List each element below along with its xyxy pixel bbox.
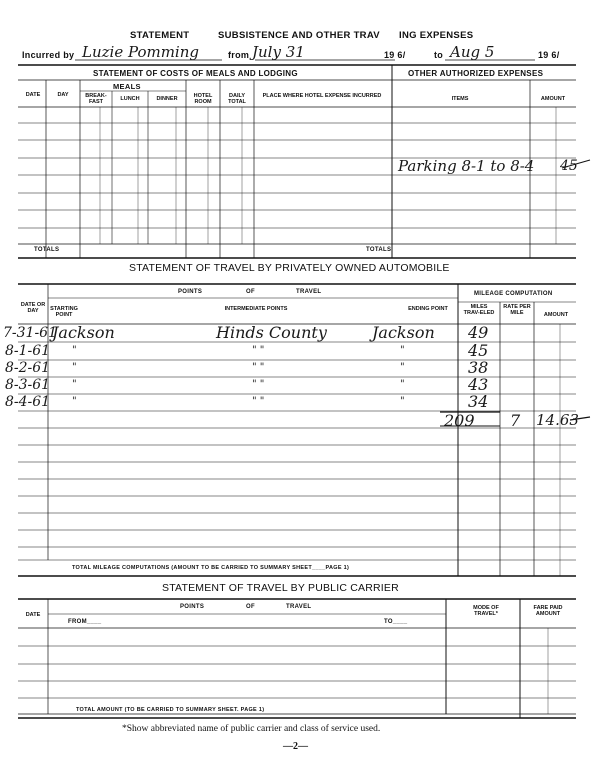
pc-from-label: FROM____ xyxy=(68,619,102,625)
trip-row-1-mid[interactable]: Hinds County xyxy=(216,323,327,342)
to-date-value[interactable]: Aug 5 xyxy=(450,43,495,61)
col-day: DAY xyxy=(57,92,69,98)
trip-row-3-date[interactable]: 8-2-61 xyxy=(5,360,51,376)
trip-row-3-miles[interactable]: 38 xyxy=(468,358,489,377)
trip-row-1-start[interactable]: Jackson xyxy=(52,323,115,342)
incurred-by-value[interactable]: Luzie Pomming xyxy=(82,43,199,61)
trip-row-5-date[interactable]: 8-4-61 xyxy=(5,394,51,410)
col-mode-of-travel: MODE OF TRAVEL* xyxy=(473,605,499,617)
year-to: 19 6/ xyxy=(538,50,560,60)
year-from: 19 6/ xyxy=(384,50,406,60)
form-title-end: ING EXPENSES xyxy=(399,30,474,41)
points-label: POINTS xyxy=(178,289,203,295)
travel-label: TRAVEL xyxy=(296,289,322,295)
mileage-total-amount[interactable]: 14.63 xyxy=(536,411,579,429)
from-label: from xyxy=(228,50,250,60)
col-fare-paid: FARE PAID AMOUNT xyxy=(533,605,563,617)
col-mileage-amount: AMOUNT xyxy=(543,312,569,318)
trip-row-4-mid[interactable]: " " xyxy=(252,379,265,390)
trip-row-3-end[interactable]: " xyxy=(400,362,405,373)
pc-of-label: OF xyxy=(246,604,255,610)
meals-label: MEALS xyxy=(113,82,141,91)
other-item-entry[interactable]: Parking 8-1 to 8-4 xyxy=(398,157,535,175)
totals-left: TOTALS xyxy=(34,247,60,253)
trip-row-2-mid[interactable]: " " xyxy=(252,345,265,356)
trip-row-1-miles[interactable]: 49 xyxy=(468,323,489,342)
trip-row-5-end[interactable]: " xyxy=(400,396,405,407)
form-title-left: STATEMENT xyxy=(130,30,190,41)
col-place: PLACE WHERE HOTEL EXPENSE INCURRED xyxy=(262,93,382,99)
trip-row-1-date[interactable]: 7-31-61 xyxy=(3,325,57,341)
col-date: DATE xyxy=(25,92,41,98)
incurred-by-label: Incurred by xyxy=(22,50,75,60)
other-item-amount[interactable]: 45 xyxy=(560,158,578,174)
to-label: to xyxy=(434,50,444,60)
col-hotel-room: HOTEL ROOM xyxy=(193,93,213,105)
private-auto-title: STATEMENT OF TRAVEL BY PRIVATELY OWNED AUTOMOBILE xyxy=(129,262,450,274)
page-number: —2— xyxy=(283,741,308,752)
trip-row-4-date[interactable]: 8-3-61 xyxy=(5,377,51,393)
other-expenses-title: OTHER AUTHORIZED EXPENSES xyxy=(408,69,544,78)
col-starting-point: STARTING POINT xyxy=(50,306,78,318)
footnote: *Show abbreviated name of public carrier and class of service used. xyxy=(122,724,381,734)
col-pc-date: DATE xyxy=(25,612,41,618)
pc-points-label: POINTS xyxy=(180,604,205,610)
trip-row-5-mid[interactable]: " " xyxy=(252,396,265,407)
col-intermediate-points: INTERMEDIATE POINTS xyxy=(224,306,288,312)
trip-row-1-end[interactable]: Jackson xyxy=(372,323,435,342)
total-miles[interactable]: 209 xyxy=(444,411,475,430)
col-rate-per-mile: RATE PER MILE xyxy=(503,304,531,316)
public-carrier-footer: TOTAL AMOUNT (TO BE CARRIED TO SUMMARY SHEET. PAGE 1) xyxy=(76,707,265,713)
col-breakfast: BREAK-FAST xyxy=(85,93,107,105)
trip-row-2-end[interactable]: " xyxy=(400,345,405,356)
pc-to-label: TO____ xyxy=(384,619,408,625)
col-date-or-day: DATE OR DAY xyxy=(20,302,46,314)
trip-row-5-miles[interactable]: 34 xyxy=(468,392,489,411)
trip-row-5-start[interactable]: " xyxy=(72,396,77,407)
trip-row-2-date[interactable]: 8-1-61 xyxy=(5,343,51,359)
col-miles-traveled: MILES TRAV-ELED xyxy=(463,304,495,316)
trip-row-3-start[interactable]: " xyxy=(72,362,77,373)
col-items: ITEMS xyxy=(451,96,469,102)
form-title-right: SUBSISTENCE AND OTHER TRAV xyxy=(218,30,380,41)
public-carrier-title: STATEMENT OF TRAVEL BY PUBLIC CARRIER xyxy=(162,582,399,594)
trip-row-4-start[interactable]: " xyxy=(72,379,77,390)
trip-row-2-miles[interactable]: 45 xyxy=(468,341,489,360)
rate-per-mile[interactable]: 7 xyxy=(510,411,521,430)
col-dinner: DINNER xyxy=(156,96,178,102)
mileage-computation-title: MILEAGE COMPUTATION xyxy=(474,291,553,297)
col-ending-point: ENDING POINT xyxy=(408,306,448,312)
pc-travel-label: TRAVEL xyxy=(286,604,312,610)
from-date-value[interactable]: July 31 xyxy=(252,43,305,61)
mileage-footer-note: TOTAL MILEAGE COMPUTATIONS (AMOUNT TO BE CARRIED TO SUMMARY SHEET____PAGE 1) xyxy=(72,565,350,571)
trip-row-3-mid[interactable]: " " xyxy=(252,362,265,373)
trip-row-4-miles[interactable]: 43 xyxy=(468,375,489,394)
trip-row-4-end[interactable]: " xyxy=(400,379,405,390)
col-lunch: LUNCH xyxy=(120,96,140,102)
of-label: OF xyxy=(246,289,255,295)
meals-lodging-title: STATEMENT OF COSTS OF MEALS AND LODGING xyxy=(93,69,298,78)
totals-right: TOTALS xyxy=(366,247,392,253)
col-daily-total: DAILY TOTAL xyxy=(228,93,246,105)
trip-row-2-start[interactable]: " xyxy=(72,345,77,356)
col-amount: AMOUNT xyxy=(540,96,566,102)
